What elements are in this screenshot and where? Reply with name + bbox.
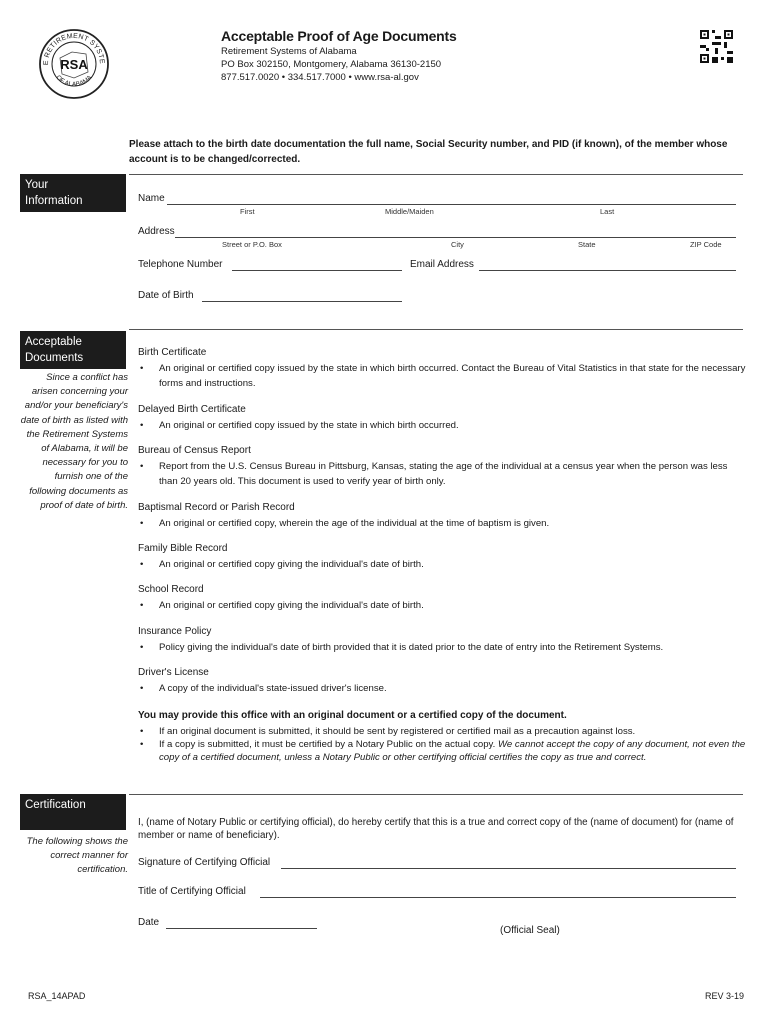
doc-bullet-census: • Report from the U.S. Census Bureau in Pittsburg, Kansas, stating the age of the individual at a census year when the person was less than 20 years old. This document is used to verify year of birth only. xyxy=(138,460,746,489)
address-sub-state: State xyxy=(578,240,596,249)
doc-bullet-school-record: • An original or certified copy giving the individual's date of birth. xyxy=(138,599,746,614)
doc-title-census: Bureau of Census Report xyxy=(138,445,251,456)
signature-field[interactable] xyxy=(281,868,736,869)
name-sub-middle: Middle/Maiden xyxy=(385,207,434,216)
provide-heading: You may provide this office with an original document or a certified copy of the document. xyxy=(138,710,567,721)
official-seal-label: (Official Seal) xyxy=(500,925,560,936)
svg-text:OF ALABAMA xyxy=(54,74,94,89)
email-field[interactable] xyxy=(479,270,736,271)
doc-title-insurance: Insurance Policy xyxy=(138,626,212,637)
form-revision: REV 3-19 xyxy=(705,991,745,1001)
telephone-label: Telephone Number xyxy=(138,259,223,270)
provide-bullet-original: • If an original document is submitted, it should be sent by registered or certified mail as a precaution against loss. xyxy=(138,725,746,738)
dob-label: Date of Birth xyxy=(138,290,194,301)
name-sub-first: First xyxy=(240,207,255,216)
seal-text-top: E RETIREMENT SYSTE xyxy=(42,32,106,66)
seal-logo-text: RSA xyxy=(60,57,88,72)
section-heading-your-information: Your Information xyxy=(20,174,126,212)
page-title: Acceptable Proof of Age Documents xyxy=(221,28,457,44)
address-field[interactable] xyxy=(175,237,736,238)
doc-title-birth-certificate: Birth Certificate xyxy=(138,347,207,358)
rsa-seal-logo xyxy=(38,28,110,100)
address-sub-street: Street or P.O. Box xyxy=(222,240,282,249)
official-title-label: Title of Certifying Official xyxy=(138,886,246,897)
doc-title-baptismal: Baptismal Record or Parish Record xyxy=(138,502,295,513)
org-contact: 877.517.0020 • 334.517.7000 • www.rsa-al.gov xyxy=(221,72,419,83)
certification-side-note: The following shows the correct manner for certification. xyxy=(26,836,128,876)
name-label: Name xyxy=(138,193,165,204)
doc-bullet-family-bible: • An original or certified copy giving the individual's date of birth. xyxy=(138,558,746,573)
org-name: Retirement Systems of Alabama xyxy=(221,46,357,57)
doc-bullet-baptismal: • An original or certified copy, wherein the age of the individual at the time of baptism is given. xyxy=(138,517,746,532)
acceptable-side-note: Since a conflict has arisen concerning your and/or your beneficiary's date of birth as listed with the Retirement Systems of Alabama, it will be necessary for you to furnish one of the following documents as proof of date of birth. xyxy=(20,372,128,511)
doc-bullet-delayed-birth: • An original or certified copy issued by the state in which birth occurred. xyxy=(138,419,746,434)
qr-code-icon xyxy=(700,30,733,63)
doc-title-school-record: School Record xyxy=(138,584,204,595)
doc-title-delayed-birth: Delayed Birth Certificate xyxy=(138,404,246,415)
email-label: Email Address xyxy=(410,259,474,270)
certification-date-label: Date xyxy=(138,917,160,928)
doc-title-family-bible: Family Bible Record xyxy=(138,543,228,554)
section-heading-acceptable-documents: Acceptable Documents xyxy=(20,331,126,369)
address-sub-zip: ZIP Code xyxy=(690,240,722,249)
name-sub-last: Last xyxy=(600,207,615,216)
form-id: RSA_14APAD xyxy=(28,991,86,1001)
doc-title-drivers-license: Driver's License xyxy=(138,667,209,678)
address-label: Address xyxy=(138,226,175,237)
name-field[interactable] xyxy=(167,204,736,205)
certification-statement: I, (name of Notary Public or certifying official), do hereby certify that this is a true and correct copy of the (name of document) for (name of member or name of beneficiary). xyxy=(138,817,734,841)
doc-bullet-birth-certificate: • An original or certified copy issued by the state in which birth occurred. Contact the Bureau of Vital Statistics in that state for the necessary forms and instructions. xyxy=(138,362,746,391)
signature-label: Signature of Certifying Official xyxy=(138,857,271,868)
official-title-field[interactable] xyxy=(260,897,736,898)
certification-date-field[interactable] xyxy=(166,928,317,929)
doc-bullet-insurance: • Policy giving the individual's date of birth provided that it is dated prior to the date of entry into the Retirement Systems. xyxy=(138,641,746,656)
org-address: PO Box 302150, Montgomery, Alabama 36130-2150 xyxy=(221,59,442,70)
doc-bullet-drivers-license: • A copy of the individual's state-issued driver's license. xyxy=(138,682,746,697)
telephone-field[interactable] xyxy=(232,270,402,271)
provide-bullet-copy: • If a copy is submitted, it must be certified by a Notary Public on the actual copy. We cannot accept the copy of any document, not even the copy of a certified document, unless a Notary Public or other certifying official certifies the copy as true and correct. xyxy=(138,738,746,764)
dob-field[interactable] xyxy=(202,301,402,302)
intro-instructions: Please attach to the birth date documentation the full name, Social Security number, and PID (if known), of the member whose account is to be changed/corrected. xyxy=(129,139,728,165)
seal-text-bottom: OF ALABAMA xyxy=(54,74,94,89)
address-sub-city: City xyxy=(451,240,464,249)
section-heading-certification: Certification xyxy=(20,794,126,830)
